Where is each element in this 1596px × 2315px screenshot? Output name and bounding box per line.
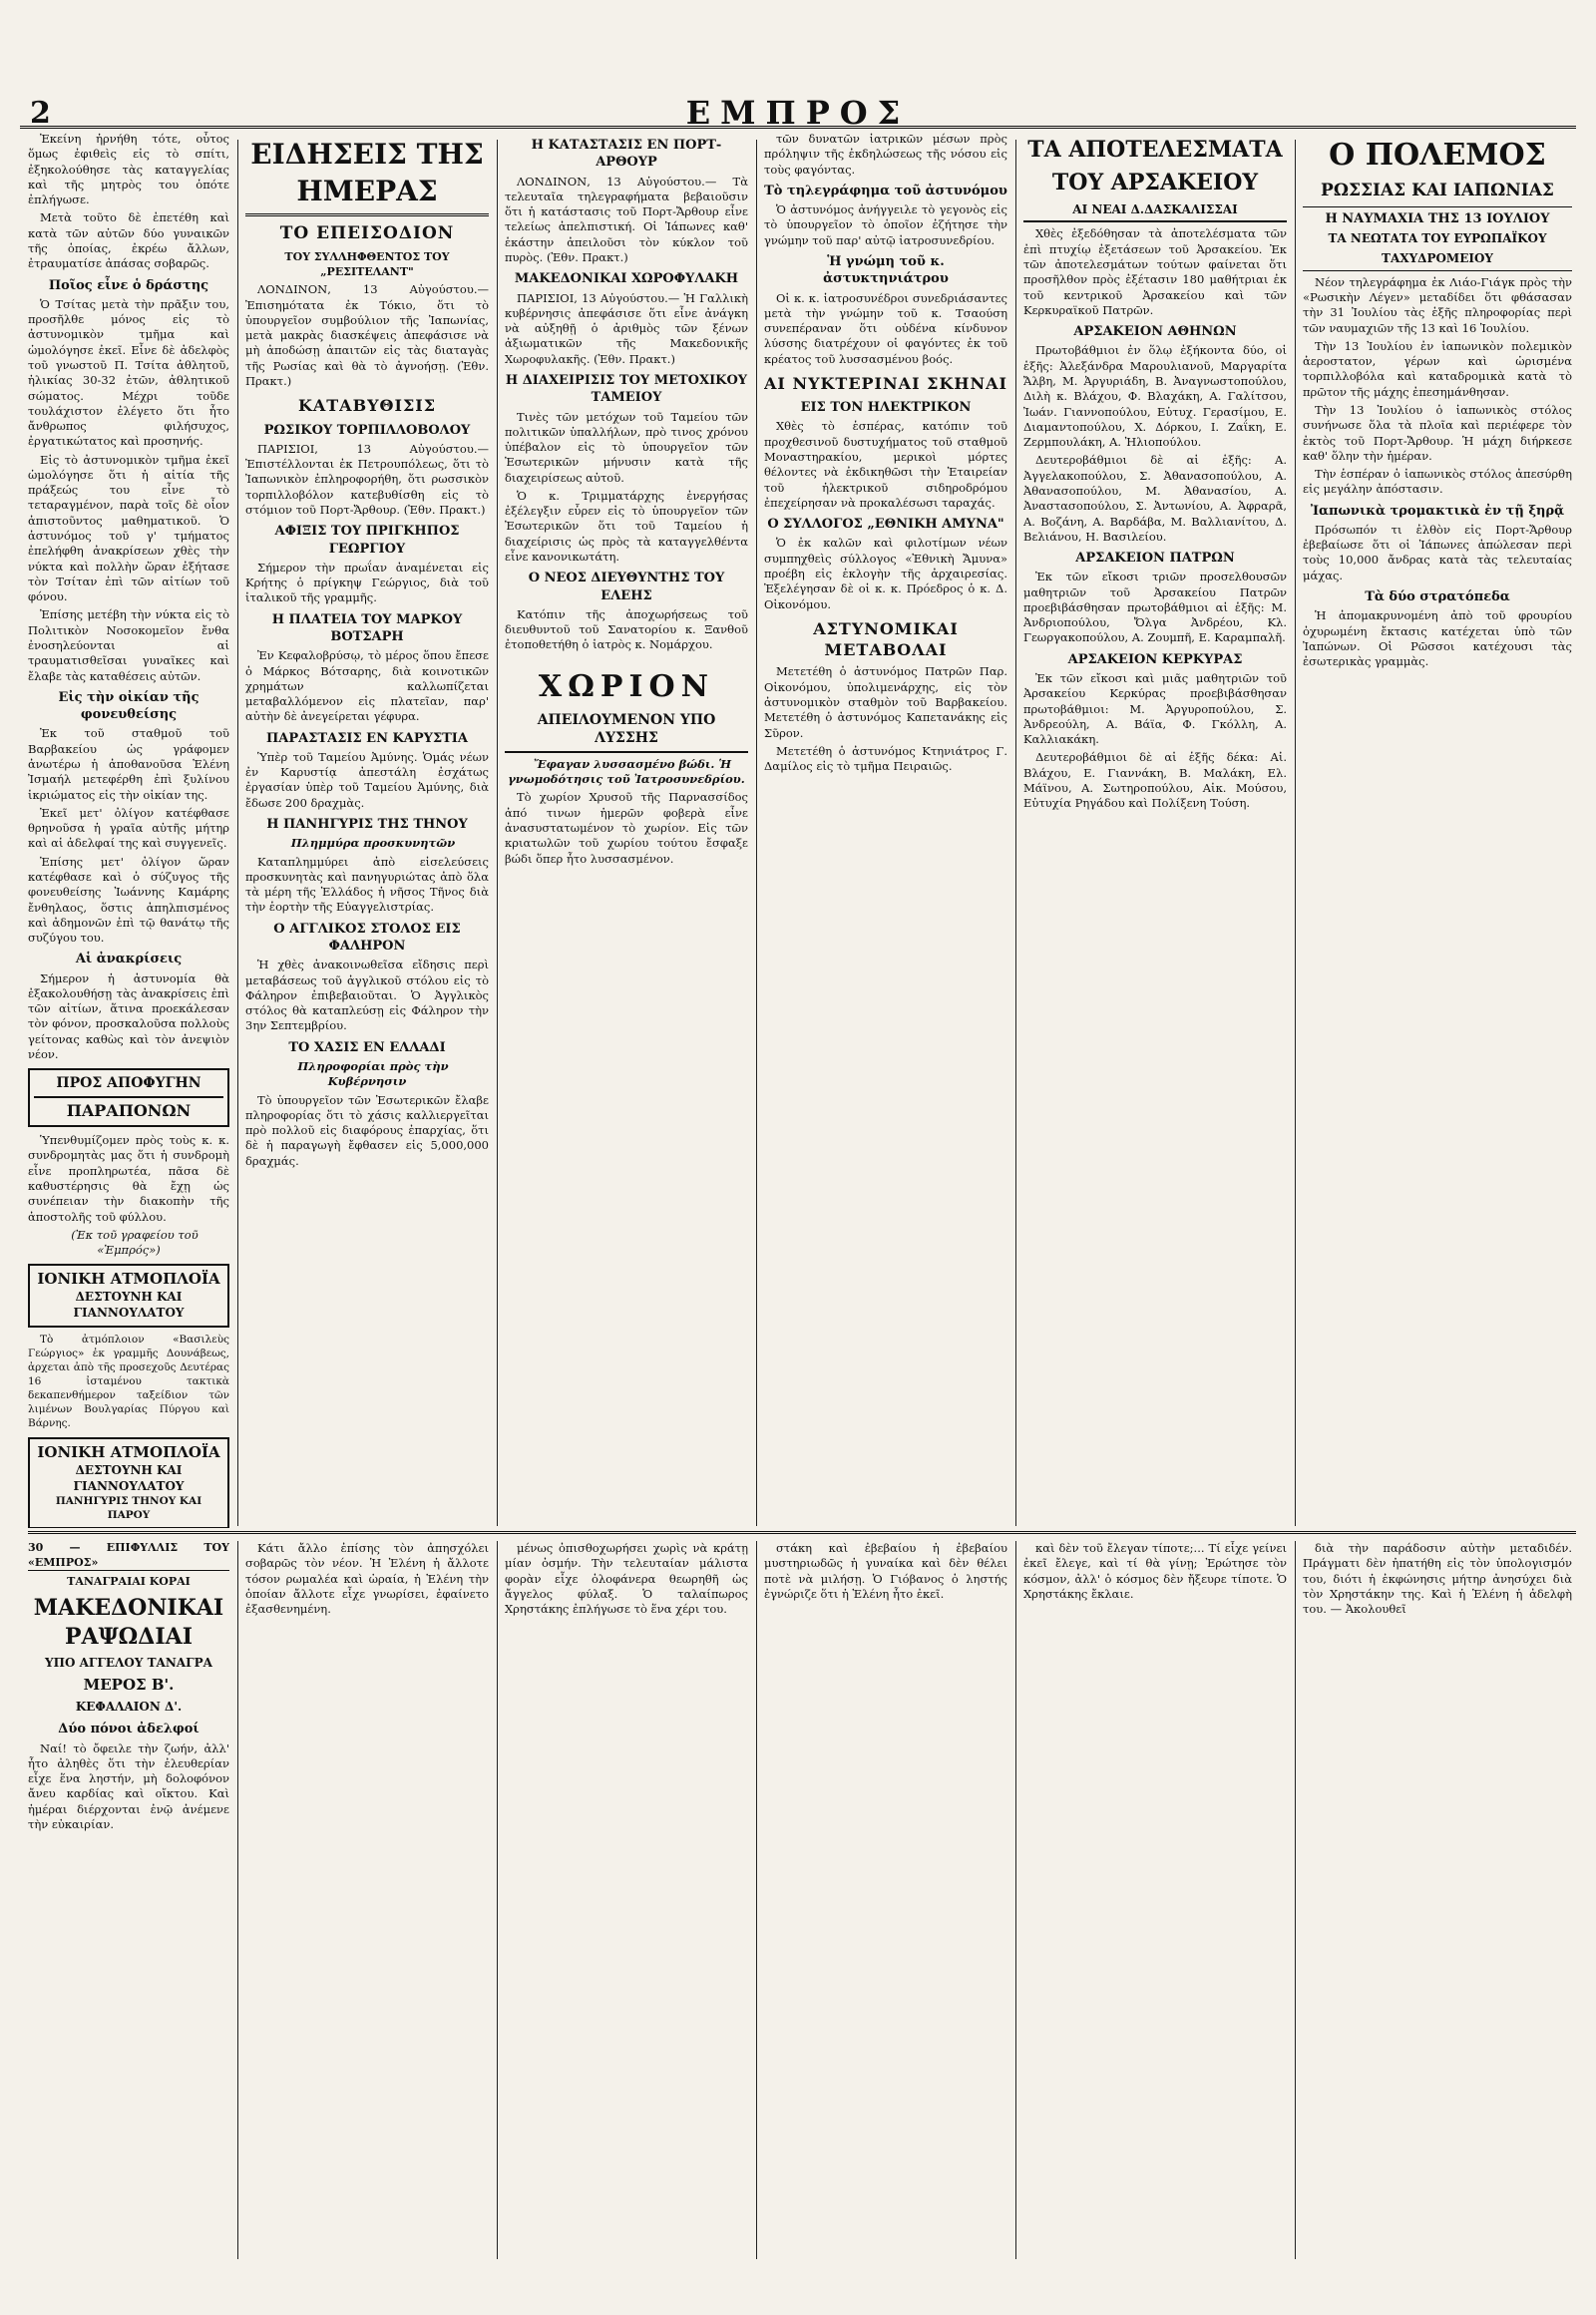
section-heading: Τὸ τηλεγράφημα τοῦ ἀστυνόμου — [764, 183, 1007, 198]
feuilleton-pretitle: ΤΑΝΑΓΡΑΙΑΙ ΚΟΡΑΙ — [67, 1575, 191, 1589]
column-5 — [1023, 132, 1287, 1528]
column-rule — [1015, 140, 1016, 1526]
feuilleton-heading: Δύο πόνοι ἀδελφοί — [58, 1722, 200, 1737]
article-text: Ἐκ τοῦ σταθμοῦ τοῦ Βαρβακείου ὡς γράφομεν ἀνωτέρω ἡ ἀποθανοῦσα Ἑλένη Ἰσμαήλ μετεφέρθη ἐπὶ ξυλίνου ἱκριώματος εἰς τὴν οἰκίαν της. — [28, 726, 229, 802]
section-heading: Αἱ ἀνακρίσεις — [75, 952, 183, 967]
column-1 — [28, 132, 229, 1528]
article-headline: ΤΟ ΕΠΕΙΣΟΔΙΟΝ — [279, 223, 455, 244]
feuilleton-title: ΜΑΚΕΔΟΝΙΚΑΙ ΡΑΨΩΔΙΑΙ — [33, 1594, 224, 1651]
ad-text: Τὸ ἀτμόπλοιον «Βασιλεὺς Γεώργιος» ἐκ γραμμῆς Δουνάβεως, ἀρχεται ἀπὸ τῆς προσεχοῦς Δευτέρας 16 ἰσταμένου τακτικὰ δεκαπενθήμερον ταξείδιον τῶν λιμένων Βουλγαρίας Πύργου καὶ Βάρνης. — [28, 1334, 229, 1429]
notice-title: ΠΡΟΣ ΑΠΟΦΥΓΗΝ — [56, 1075, 201, 1092]
article-text: Σήμερον ἡ ἀστυνομία θὰ ἐξακολουθήσῃ τὰς ἀνακρίσεις ἐπὶ τῶν αἰτίων, ἅτινα προεκάλεσαν τὸν φόνον, προσκαλοῦσα πολλοὺς γείτονας καθὼς καὶ τὸν ἀνεψιὸν νέον. — [28, 970, 229, 1062]
column-rule — [497, 1541, 498, 2259]
article-subheadline: ΤΟΥ ΣΥΛΛΗΦΘΕΝΤΟΣ ΤΟΥ „ΡΕΣΙΤΕΛΑΝΤ" — [284, 250, 450, 278]
article-text: τῶν δυνατῶν ἰατρικῶν μέσων πρὸς πρόληψιν τῆς ἐκδηλώσεως τῆς νόσου εἰς τοὺς φαγόντας. — [764, 132, 1007, 177]
article-text: Κατόπιν τῆς ἀποχωρήσεως τοῦ διευθυντοῦ τοῦ Σανατορίου κ. Ξανθοῦ ἐτοποθετήθη ὁ ἰατρὸς κ. Νομάρχου. — [505, 606, 748, 652]
section-heading: Εἰς τὴν οἰκίαν τῆς φονευθείσης — [58, 689, 200, 723]
article-text: Πρωτοβάθμιοι ἐν ὅλῳ ἐξήκοντα δύο, οἱ ἑξῆς: Ἀλεξάνδρα Μαρουλιανοῦ, Μαργαρίτα Ἄλβη, Μ. Ἀργυριάδη, Β. Ἀναγνωστοπούλου, Διλὴ κ. Βλάχου, Φ. Βλαχάκη, Α. Γαλίτσου, Ἰωάν. Γιαννοπούλου, Εὐτυχ. Γερασίμου, Ε. Διαμαντοπούλου, Χ. Δόρκου, Ι. Ζαΐκη, Ε. Ζερμπουλάκη, Α. Ἠλιοπούλου. — [1023, 343, 1287, 450]
feuilleton-text: στάκη καὶ ἐβεβαίου ἡ ἐβεβαίου μυστηριωδῶς ἡ γυναίκα καὶ δὲν θέλει ποτὲ νὰ μιλήσῃ. Ὁ Γιόβανος ὁ ληστής ἐγνώριζε ὅτι ἡ Ἑλένη ἦτο ἐκεῖ. — [764, 1541, 1007, 1601]
feuilleton-author: ΥΠΟ ΑΓΓΕΛΟΥ ΤΑΝΑΓΡΑ — [45, 1656, 212, 1671]
column-rule — [237, 1541, 238, 2259]
article-headline: ΑΣΤΥΝΟΜΙΚΑΙ ΜΕΤΑΒΟΛΑΙ — [813, 618, 959, 660]
article-text: Χθὲς τὸ ἑσπέρας, κατόπιν τοῦ προχθεσινοῦ δυστυχήματος τοῦ σταθμοῦ Μοναστηρακίου, μερικοὶ μόρτες θέλοντες νὰ ἐκδικηθῶσι τὴν Ἑταιρείαν τοῦ ἠλεκτρικοῦ σιδηροδρόμου ἐπεχείρησαν νὰ προκαλέσωσι ταραχάς. — [764, 419, 1007, 510]
section-heading: ΑΡΣΑΚΕΙΟΝ ΠΑΤΡΩΝ — [1075, 551, 1235, 567]
feuilleton-text: διὰ τὴν παράδοσιν αὐτὴν μεταδιδέν. Πράγματι δὲν ἠπατήθη εἰς τὸν ὑπολογισμόν του, διότι ἡ ἐκφώνησις μήτηρ ἀνησύχει διὰ τὸν Χρηστάκην της. Καὶ ἡ Ἑλένη ἡ ἀδελφὴ του. — Ἀκολουθεῖ — [1303, 1541, 1572, 1617]
article-text: Ἐκ τῶν εἴκοσι καὶ μιᾶς μαθητριῶν τοῦ Ἀρσακείου Κερκύρας προεβιβάσθησαν πρωτοβάθμιοι: Μ. Ἀργυροπούλου, Σ. Ἀνδρεούλη, Α. Βάϊα, Φ. Γκόλλη, Α. Καλλιακάκη. — [1023, 671, 1287, 747]
ad-subtitle: ΔΕΣΤΟΥΝΗ ΚΑΙ ΓΙΑΝΝΟΥΛΑΤΟΥ — [73, 1290, 185, 1321]
article-text: Ὁ κ. Τριμματάρχης ἐνεργήσας ἐξέλεγξιν εὗρεν εἰς τὸ ὑπουργεῖον τῶν Ἐσωτερικῶν ὅτι τοῦ Ταμείου ἡ διαχείρισις ὡς πρὸς τὰ καταγγελθέντα εἶνε κανονικωτάτη. — [505, 488, 748, 565]
feuilleton-text: καὶ δὲν τοῦ ἔλεγαν τίποτε;... Τί εἶχε γείνει ἐκεῖ ἔλεγε, καὶ τί θὰ γίνῃ; Ἐρώτησε τὸν κόσμον, ἀλλ' ὁ κόσμος δὲν ἤξευρε τίποτε. Ὁ Χρηστάκης ἔκλαιε. — [1023, 1541, 1287, 1601]
article-subheadline: ΡΩΣΙΚΟΥ ΤΟΡΠΙΛΛΟΒΟΛΟΥ — [263, 422, 471, 438]
article-subheadline: Πλημμύρα προσκυνητῶν — [290, 836, 456, 851]
article-text: ΛΟΝΔΙΝΟΝ, 13 Αὐγούστου.— Ἐπισημότατα ἐκ Τόκιο, ὅτι τὸ ὑπουργεῖον συμβούλιον τῆς Ἰαπωνίας, μετὰ μακρὰς διασκέψεις ἀπεφάσισε νὰ μὴ ἀποδώσῃ ἀπαιτῶν εἰς τὰς διαταγὰς τῆς Ρωσίας καὶ θὰ τὸ ἀγνοήσῃ. (Ἐθν. Πρακτ.) — [245, 282, 489, 389]
article-text: Χθὲς ἐξεδόθησαν τὰ ἀποτελέσματα τῶν ἐπὶ πτυχίῳ ἐξετάσεων τοῦ Ἀρσακείου. Ἐκ τῶν ἀποτελεσμάτων τούτων φαίνεται ὅτι προσῆλθον πρὸς ἐξέτασιν 180 μαθήτριαι ἐκ τοῦ κεντρικοῦ Ἀρσακείου καὶ τῶν Κερκυραϊκοῦ Πατρῶν. — [1023, 226, 1287, 317]
section-title-2: ΡΩΣΣΙΑΣ ΚΑΙ ΙΑΠΩΝΙΑΣ — [1321, 180, 1554, 200]
article-text: Δευτεροβάθμιοι δὲ αἱ ἑξῆς: Α. Ἀγγελακοπούλου, Σ. Ἀθανασοπούλου, Α. Ἀθανασοπούλου, Μ. Ἀθανασίου, Α. Ἀναστασοπούλου, Σ. Ἀντωνίου, Α. Ἀφραρᾶ, Α. Βοζάνη, Α. Βαρδάβα, Μ. Βαλλιανίτου, Δ. Βελιάνου, Η. Βασιλείου. — [1023, 453, 1287, 544]
feuilleton-column-2 — [245, 1541, 489, 2259]
article-text: Ὑπενθυμίζομεν πρὸς τοὺς κ. κ. συνδρομητὰς μας ὅτι ἡ συνδρομὴ εἶνε προπληρωτέα, πᾶσα δὲ καθυστέρησις θὰ ἔχῃ ὡς συνέπειαν τὴν διακοπὴν τῆς ἀποστολῆς τοῦ φύλλου. — [28, 1133, 229, 1224]
column-rule — [1295, 140, 1296, 1526]
article-text: Μετὰ τοῦτο δὲ ἐπετέθη καὶ κατὰ τῶν αὐτῶν δύο γυναικῶν τῆς ὁποίας, ἐκρέω ἄλλων, ἐτραυματίσε ἀπάσας σοβαρῶς. — [28, 210, 229, 271]
article-headline: ΑΦΙΞΙΣ ΤΟΥ ΠΡΙΓΚΗΠΟΣ ΓΕΩΡΓΙΟΥ — [274, 524, 460, 557]
article-headline: Ο ΑΓΓΛΙΚΟΣ ΣΤΟΛΟΣ ΕΙΣ ΦΑΛΗΡΟΝ — [273, 921, 461, 954]
page-number: 2 — [30, 96, 51, 131]
section-title: ΤΑ ΑΠΟΤΕΛΕΣΜΑΤΑ — [1027, 137, 1283, 163]
column-rule — [497, 140, 498, 1526]
article-text: Σήμερον τὴν πρωΐαν ἀναμένεται εἰς Κρήτης ὁ πρίγκηψ Γεώργιος, διὰ τοῦ ἰταλικοῦ τῆς γραμμῆς. — [245, 560, 489, 605]
article-headline: Η ΠΛΑΤΕΙΑ ΤΟΥ ΜΑΡΚΟΥ ΒΟΤΣΑΡΗ — [271, 611, 463, 644]
section-heading: Ἡ γνώμη τοῦ κ. ἀστυκτηνιάτρου — [823, 253, 949, 287]
signature: (Ἐκ τοῦ γραφείου τοῦ «Ἐμπρός») — [71, 1227, 199, 1258]
feuilleton-text: Ναί! τὸ ὄφειλε τὴν ζωήν, ἀλλ' ἦτο ἀληθὲς ὅτι τὴν ἐλευθερίαν εἶχε ἕνα ληστήν, μὴ δολοφόνον ἄνευ καρδίας καὶ οἴκτου. Καὶ ἡμέραι διέρχονται ἐνῷ ἀνέμενε τὴν εὐκαιρίαν. — [28, 1740, 229, 1831]
article-text: Ὑπὲρ τοῦ Ταμείου Ἀμύνης. Ὁμάς νέων ἐν Καρυστίᾳ ἀπεστάλη ἐσχάτως ἐργασίαν ὑπὲρ τοῦ Ταμείου Ἀμύνης, διὰ ἔδωσε 200 δραχμὰς. — [245, 749, 489, 810]
article-text: Ὁ ἐκ καλῶν καὶ φιλοτίμων νέων συμπηχθεὶς σύλλογος «Ἐθνικὴ Ἄμυνα» προέβη εἰς ἐκλογὴν τῆς ἀρχαιρεσίας. Ἐξελέγησαν δὲ οἱ κ. κ. Πρόεδρος ὁ κ. Δ. Οἰκονόμου. — [764, 536, 1007, 611]
article-text: Τὴν ἑσπέραν ὁ ἰαπωνικὸς στόλος ἀπεσύρθη εἰς μεγάλην ἀπόστασιν. — [1303, 467, 1572, 497]
article-text: Ὁ ἀστυνόμος ἀνήγγειλε τὸ γεγονὸς εἰς τὸ ὑπουργεῖον τὸ ὁποῖον ἐζήτησε τὴν γνώμην τοῦ παρ' αὐτῷ ἰατροσυνεδρίου. — [764, 202, 1007, 247]
article-text: Ἐπίσης μετ' ὀλίγον ὥραν κατέφθασε καὶ ὁ σύζυγος τῆς φονευθείσης Ἰωάννης Καμάρης ἔνθηλαος, ὅστις ἀπηλπισμένος καὶ ἀδημονῶν ἐπὶ τῷ θανάτῳ τῆς συζύγου του. — [28, 854, 229, 946]
section-heading: Ἰαπωνικὰ τρομακτικὰ ἐν τῇ ξηρᾷ — [1310, 503, 1565, 519]
article-text: ΠΑΡΙΣΙΟΙ, 13 Αὐγούστου.— Ἡ Γαλλικὴ κυβέρνησις ἀπεφάσισε ὅτι εἶνε ἀνάγκη νὰ αὐξηθῇ ὁ ἀριθμὸς τῶν ξένων ἀξιωματικῶν τῆς Μακεδονικῆς Χωροφυλακῆς. (Ἐθν. Πρακτ.) — [505, 290, 748, 366]
article-text: Μετετέθη ὁ ἀστυνόμος Πατρῶν Παρ. Οἰκονόμου, ὑπολιμενάρχης, εἰς τὸν ἀστυνομικὸν σταθμὸν τοῦ Βαρβακείου. Μετετέθη ὁ ἀστυνόμος Καπετανάκης εἰς Σῦρον. — [764, 664, 1007, 740]
ad-subtitle: ΔΕΣΤΟΥΝΗ ΚΑΙ ΓΙΑΝΝΟΥΛΑΤΟΥ — [73, 1462, 185, 1493]
article-text: Οἱ κ. κ. ἰατροσυνέδροι συνεδριάσαντες μετὰ τὴν γνώμην τοῦ κ. Τσαούση συνεπέραναν ὅτι οὐδένα κίνδυνον λύσσης διατρέχουν οἱ φαγόντες ἐκ τοῦ κρέατος τοῦ λυσσασμένου βοός. — [764, 290, 1007, 366]
column-2 — [245, 132, 489, 1528]
column-rule — [1015, 1541, 1016, 2259]
article-text: Ἡ ἀπομακρυνομένη ἀπὸ τοῦ φρουρίου ὀχυρωμένη ἔκτασις κατέχεται ὑπὸ τῶν Ἰαπώνων. Οἱ Ρῶσσοι κατέχουσι τὰς ἐσωτερικὰς γραμμὰς. — [1303, 608, 1572, 669]
article-text: Τὸ χωρίον Χρυσοῦ τῆς Παρνασσίδος ἀπό τινων ἡμερῶν φοβερὰ εἶνε ἀνασυστατωμένον τὸ χωρίον. Εἰς τῶν κριατωλῶν τοῦ χωρίου τούτου ἔσφαξε βώδι ὅπερ ἦτο λυσσασμένον. — [505, 790, 748, 866]
section-heading: ΑΡΣΑΚΕΙΟΝ ΑΘΗΝΩΝ — [1073, 324, 1237, 340]
feuilleton-column-5 — [1023, 1541, 1287, 2259]
article-headline: ΚΑΤΑΒΥΘΙΣΙΣ — [297, 396, 437, 416]
feuilleton-column-3 — [505, 1541, 748, 2259]
column-rule — [756, 140, 757, 1526]
column-6 — [1303, 132, 1572, 1528]
ad-title: ΙΟΝΙΚΗ ΑΤΜΟΠΛΟΪΑ — [37, 1442, 220, 1461]
ad-subtitle-2: ΠΑΝΗΓΥΡΙΣ ΤΗΝΟΥ ΚΑΙ ΠΑΡΟΥ — [55, 1494, 202, 1521]
article-text: Ἐκείνη ἠρνήθη τότε, οὗτος ὅμως ἐφιθεὶς εἰς τὸ σπίτι, ἐξηκολούθησε τὰς καταγγελίας καὶ τῆς μητρὸς του ὁπότε ἐπλήγωσε. — [28, 132, 229, 207]
feuilleton-column-4 — [764, 1541, 1007, 2259]
notice-box — [28, 1068, 229, 1127]
article-text: Εἰς τὸ ἀστυνομικὸν τμῆμα ἐκεῖ ὡμολόγησε ὅτι ἡ αἰτία τῆς πράξεώς του εἶνε τὸ τεταραγμένον, παρὰ τοῖς δὲ οἷον ἀπιστοῦντος μαθηματικοῦ. Ὁ ἀστυνόμος τοῦ γ' τμήματος ἐπελήφθη ἀνακρίσεων χθὲς τὴν νύκτα καὶ πολλὴν ὥραν ἐξήτασε τὸν Τσίταν ἐπὶ τῶν αἰτίων τοῦ φόνου. — [28, 452, 229, 604]
article-headline: ΑΙ ΝΥΚΤΕΡΙΝΑΙ ΣΚΗΝΑΙ — [764, 373, 1007, 393]
article-headline: Ο ΣΥΛΛΟΓΟΣ „ΕΘΝΙΚΗ ΑΜΥΝΑ" — [767, 517, 1004, 533]
feuilleton-chapter: ΚΕΦΑΛΑΙΟΝ Δ'. — [75, 1700, 183, 1715]
article-headline-large: ΧΩΡΙΟΝ — [538, 668, 715, 704]
article-text: Ἐν Κεφαλοβρύσῳ, τὸ μέρος ὅπου ἔπεσε ὁ Μάρκος Βότσαρης, διὰ κοινοτικῶν χρημάτων καλλωπίζεται μεταβαλλόμενον εἰς πλατεῖαν, παρ' αὐτὴν δὲ ἀνεγείρεται γέφυρα. — [245, 648, 489, 724]
article-headline: ΜΑΚΕΔΟΝΙΚΑΙ ΧΩΡΟΦΥΛΑΚΗ — [514, 271, 739, 287]
section-subtitle: Η ΝΑΥΜΑΧΙΑ ΤΗΣ 13 ΙΟΥΛΙΟΥ — [1303, 206, 1572, 227]
article-text: Τινὲς τῶν μετόχων τοῦ Ταμείου τῶν πολιτικῶν ὑπαλλήλων, πρὸ τινος χρόνου ὑπέβαλον εἰς τὸ ὑπουργεῖον τῶν Ἐσωτερικῶν μήνυσιν κατὰ τῆς διαχειρίσεως αὐτοῦ. — [505, 409, 748, 485]
section-title-2: ΤΟΥ ΑΡΣΑΚΕΙΟΥ — [1051, 170, 1259, 196]
article-subheadline: ΕΙΣ ΤΟΝ ΗΛΕΚΤΡΙΚΟΝ — [800, 400, 972, 416]
column-rule — [1295, 1541, 1296, 2259]
ad-title: ΙΟΝΙΚΗ ΑΤΜΟΠΛΟΪΑ — [37, 1270, 220, 1289]
shipping-ad-2 — [28, 1437, 229, 1528]
section-heading: ΑΡΣΑΚΕΙΟΝ ΚΕΡΚΥΡΑΣ — [1067, 651, 1243, 667]
masthead: ΕΜΠΡΟΣ — [685, 94, 911, 132]
article-headline: Η ΚΑΤΑΣΤΑΣΙΣ ΕΝ ΠΟΡΤ-ΑΡΘΟΥΡ — [531, 138, 722, 171]
article-subheadline: Πληροφορίαι πρὸς τὴν Κυβέρνησιν — [297, 1058, 449, 1089]
section-subtitle-2: ΤΑ ΝΕΩΤΑΤΑ ΤΟΥ ΕΥΡΩΠΑΪΚΟΥ — [1328, 230, 1547, 245]
feuilleton-divider — [28, 1531, 1576, 1537]
column-rule — [237, 140, 238, 1526]
feuilleton-column-1 — [28, 1541, 229, 2259]
feuilleton-band: 30 — ΕΠΙΦΥΛΛΙΣ ΤΟΥ «ΕΜΠΡΟΣ» — [28, 1541, 229, 1571]
article-text: Ἐκεῖ μετ' ὀλίγον κατέφθασε θρηνοῦσα ἡ γραῖα αὐτῆς μήτηρ καὶ αἱ ἀδελφαί της καὶ συγγενεῖς. — [28, 805, 229, 851]
article-text: Καταπλημμύρει ἀπὸ εἰσελεύσεις προσκυνητὰς καὶ πανηγυριώτας ἀπὸ ὅλα τὰ μέρη τῆς Ἑλλάδος ἡ νῆσος Τῆνος διὰ τὴν ἑορτὴν τῆς Εὐαγγελιστρίας. — [245, 854, 489, 915]
article-text: ΠΑΡΙΣΙΟΙ, 13 Αὐγούστου.— Ἐπιστέλλονται ἐκ Πετρουπόλεως, ὅτι τὸ Ἰαπωνικὸν ἐπληροφορήθη, ὅτι ρωσσικὸν τορπιλλοβόλον κατεβυθίσθη εἰς τὸ στόμιον τοῦ Πορτ-Ἄρθουρ. (Ἐθν. Πρακτ.) — [245, 441, 489, 517]
article-text: Δευτεροβάθμιοι δὲ αἱ ἑξῆς δέκα: Αἰ. Βλάχου, Ε. Γιαννάκη, Β. Μαλάκη, Ελ. Μάϊνου, Α. Σωτηροπούλου, Αἰκ. Μούσου, Εὐτυχία Ρηγάδου καὶ Πολίξενη Τούση. — [1023, 750, 1287, 811]
article-headline: Ο ΝΕΟΣ ΔΙΕΥΘΥΝΤΗΣ ΤΟΥ ΕΛΕΗΣ — [528, 571, 725, 603]
feuilleton-part: ΜΕΡΟΣ Β'. — [83, 1676, 175, 1695]
column-3 — [505, 132, 748, 1528]
article-headline: Η ΔΙΑΧΕΙΡΙΣΙΣ ΤΟΥ ΜΕΤΟΧΙΚΟΥ ΤΑΜΕΙΟΥ — [505, 372, 748, 406]
article-text: Ἐπίσης μετέβη τὴν νύκτα εἰς τὸ Πολιτικὸν Νοσοκομεῖον ἔνθα ἐνοσηλεύονται αἱ τραυματισθεῖσαι γυναῖκες καὶ ἔλαβε τὰς καταθέσεις αὐτῶν. — [28, 607, 229, 683]
article-text: Πρόσωπόν τι ἐλθὸν εἰς Πορτ-Ἄρθουρ ἐβεβαίωσε ὅτι οἱ Ἰάπωνες ἀπώλεσαν περὶ τοὺς 10,000 ἄνδρας κατὰ τὰς τελευταίας μάχας. — [1303, 522, 1572, 582]
article-headline: ΤΟ ΧΑΣΙΣ ΕΝ ΕΛΛΑΔΙ — [288, 1039, 446, 1055]
page-header — [20, 94, 1576, 132]
article-headline: ΠΑΡΑΣΤΑΣΙΣ ΕΝ ΚΑΡΥΣΤΙΑ — [266, 730, 468, 746]
article-headline: Η ΠΑΝΗΓΥΡΙΣ ΤΗΣ ΤΗΝΟΥ — [266, 817, 468, 833]
column-rule — [756, 1541, 757, 2259]
article-text: Νέον τηλεγράφημα ἐκ Λιάο-Γιάγκ πρὸς τὴν «Ρωσικὴν Λέγεν» μεταδίδει ὅτι φθάσασαν τὴν 31 Ἰουλίου τὰς ἑξῆς πληροφορίας περὶ τῶν ναυμαχιῶν τῆς 13 καὶ 16 Ἰουλίου. — [1303, 274, 1572, 335]
article-text: Ἡ χθὲς ἀνακοινωθεῖσα εἴδησις περὶ μεταβάσεως τοῦ ἀγγλικοῦ στόλου εἰς τὸ Φάληρον ἐπιβεβαιοῦται. Ὁ Ἀγγλικὸς στόλος θὰ καταπλεύσῃ εἰς Φάληρον τὴν 3ην Σεπτεμβρίου. — [245, 958, 489, 1033]
section-title: Ο ΠΟΛΕΜΟΣ — [1329, 138, 1546, 173]
section-subtitle-3: ΤΑΧΥΔΡΟΜΕΙΟΥ — [1303, 251, 1572, 271]
article-text: Ἐκ τῶν εἴκοσι τριῶν προσελθουσῶν μαθητριῶν τοῦ Ἀρσακείου Πατρῶν προεβιβάσθησαν πρωτοβάθμιοι αἱ ἑξῆς: Μ. Ἀνδριοπούλου, Ὄλγα Ἀνδρέου, Κλ. Γεωργακοπούλου, Α. Ζουμπῆ, Ε. Καραμπαλῆ. — [1023, 570, 1287, 645]
feuilleton-label: ΕΠΙΦΥΛΛΙΣ ΤΟΥ «ΕΜΠΡΟΣ» — [28, 1541, 229, 1569]
feuilleton-text: Κάτι ἄλλο ἐπίσης τὸν ἀπησχόλει σοβαρῶς τὸν νέον. Ἡ Ἑλένη ἡ ἄλλοτε τόσον ρωμαλέα καὶ ὡραία, ἡ Ἑλένη τὴν ὁποίαν ἄλλοτε εἶχε γνωρίσει, ἐφαίνετο ἐξασθενημένη. — [245, 1541, 489, 1617]
column-4 — [764, 132, 1007, 1528]
article-text: Τὴν 13 Ἰουλίου ὁ ἰαπωνικὸς στόλος συνήνωσε ὅλα τὰ πλοῖα καὶ περιέφερε τὸν ἐκτὸς τοῦ Πορτ-Ἄρθουρ. Ἡ μάχη διήρκεσε καθ' ὅλην τὴν ἡμέραν. — [1303, 402, 1572, 463]
section-heading: Τὰ δύο στρατόπεδα — [1365, 589, 1510, 605]
feuilleton-number: 30 — [28, 1541, 44, 1554]
section-title: ΕΙΔΗΣΕΙΣ ΤΗΣ ΗΜΕΡΑΣ — [245, 136, 489, 216]
feuilleton-column-6 — [1303, 1541, 1572, 2259]
article-subheadline: ΑΠΕΙΛΟΥΜΕΝΟΝ ΥΠΟ ΛΥΣΣΗΣ — [505, 711, 748, 753]
article-text: Μετετέθη ὁ ἀστυνόμος Κτηνιάτρος Γ. Δαμίλος εἰς τὸ τμῆμα Πειραιῶς. — [764, 743, 1007, 774]
notice-subtitle: ΠΑΡΑΠΟΝΩΝ — [34, 1096, 223, 1121]
article-text: Τὴν 13 Ἰουλίου ἐν ἰαπωνικὸν πολεμικὸν ἀεροστατον, γέρων καὶ ὡρισμένα τορπιλλοβόλα καὶ καταδρομικὰ κατὰ τὸ πρῶτον τῆς μάχης ἐπεσημάνθησαν. — [1303, 338, 1572, 399]
article-text: Ὁ Τσίτας μετὰ τὴν πρᾶξιν του, προσῆλθε μόνος εἰς τὸ ἀστυνομικὸν τμῆμα καὶ ὡμολόγησε ἐκεῖ. Εἶνε δὲ ἀδελφὸς τοῦ γνωστοῦ Π. Τσίτα ἀθλητοῦ, ἡλικίας 30-32 ἐτῶν, ἀθλητικοῦ σώματος. Μέχρι τοῦδε τουλάχιστον ἐλέγετο ὅτι ἦτο ἄνθρωπος φιλήσυχος, ἐργατικώτατος καὶ προσηνής. — [28, 296, 229, 449]
shipping-ad-1 — [28, 1264, 229, 1328]
article-deck: Ἔφαγαν λυσσασμένο βώδι. Ἡ γνωμοδότησις τοῦ Ἰατροσυνεδρίου. — [508, 756, 745, 787]
article-text: Τὸ ὑπουργεῖον τῶν Ἐσωτερικῶν ἔλαβε πληροφορίας ὅτι τὸ χάσις καλλιεργεῖται πρὸ πολλοῦ εἰς διαφόρους ἐπαρχίας, ὅτι δὲ ἡ παραγωγὴ ἔφθασεν εἰς 5,000,000 δραχμάς. — [245, 1092, 489, 1168]
article-text: ΛΟΝΔΙΝΟΝ, 13 Αὐγούστου.— Τὰ τελευταῖα τηλεγραφήματα βεβαιοῦσιν ὅτι ἡ κατάστασις τοῦ Πορτ-Ἄρθουρ εἶνε τελείως ἀπελπιστική. Οἱ Ἰάπωνες καθ' ἑκάστην ἀπειλοῦσι τὸν κύκλον τοῦ πυρὸς. (Ἐθν. Πρακτ.) — [505, 174, 748, 264]
section-heading: Ποῖος εἶνε ὁ δράστης — [48, 277, 209, 293]
feuilleton-text: μένως ὀπισθοχωρήσει χωρὶς νὰ κράτῃ μίαν ὀσμήν. Τὴν τελευταίαν μάλιστα φορὰν εἶχε ὁλοφάνερα θεωρηθῆ ὡς ἄγγελος φύλαξ. Ὁ ταλαίπωρος Χρηστάκης ἐπλήγωσε τὸ ἕνα χέρι του. — [505, 1541, 748, 1617]
section-subtitle: ΑΙ ΝΕΑΙ Δ.ΔΑΣΚΑΛΙΣΣΑΙ — [1023, 202, 1287, 223]
